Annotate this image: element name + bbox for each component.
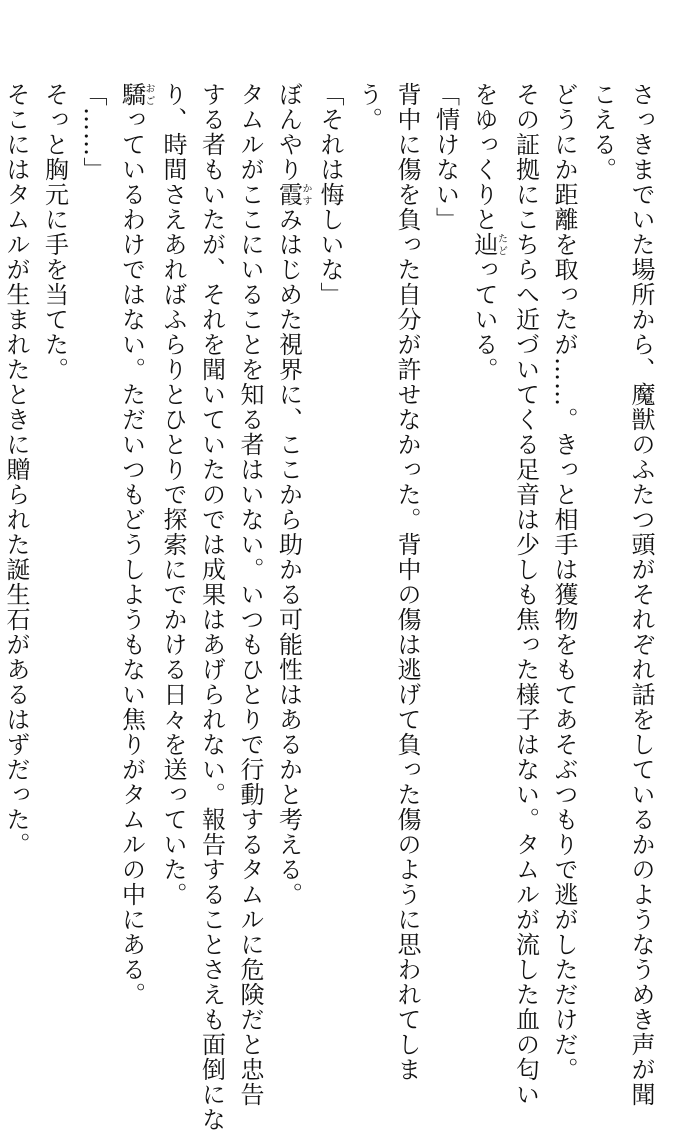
ruby-base: 驕	[117, 82, 146, 107]
text-line	[269, 82, 311, 962]
text-segment: をゆっくりと	[470, 82, 498, 232]
ruby-word	[274, 182, 311, 207]
ruby-reading: おご	[143, 82, 154, 107]
text-line: その証拠にこちらへ近づいてくる足音は少しも焦った様子はない。タムルが流した血の匂い	[511, 82, 540, 1107]
text-line: さっきまでいた場所から、魔獣のふたつ頭がそれぞれ話をしているかのようなうめき声が聞	[627, 82, 655, 1107]
vertical-text-body	[2, 82, 660, 1132]
text-line: う。	[354, 82, 383, 132]
text-line: り、時間さえあればふらりとひとりで探索にでかける日々を送っていた。	[159, 82, 187, 907]
text-line	[112, 82, 154, 1007]
text-line: タムルがここにいることを知る者はいない。いつもひとりで行動するタムルに危険だと忠告	[236, 82, 264, 1107]
ruby-base: 霞	[274, 182, 303, 207]
ruby-word	[117, 82, 154, 107]
ruby-word	[470, 232, 507, 257]
text-line	[465, 82, 507, 962]
text-segment: っている。	[470, 257, 498, 382]
text-line: そっと胸元に手を当てた。	[40, 82, 69, 382]
text-line: 「……」	[79, 82, 107, 182]
text-line: 背中に傷を負った自分が許せなかった。背中の傷は逃げて負った傷のように思われてしま	[393, 82, 421, 1082]
text-line: どうにか距離を取ったが……。きっと相手は獲物をもてあそぶつもりで逃がしただけだ。	[550, 82, 578, 1082]
ruby-base: 辿	[470, 232, 498, 257]
text-line: 「それは悔しいな」	[316, 82, 344, 307]
text-segment: っているわけではない。ただいつもどうしようもない焦りがタムルの中にある。	[117, 107, 146, 1007]
text-line: 「情けない」	[431, 82, 460, 232]
ruby-reading: かす	[300, 182, 311, 207]
text-line: こえる。	[588, 82, 617, 182]
text-line: そこにはタムルが生まれたときに贈られた誕生石があるはずだった。	[2, 82, 30, 857]
ruby-reading: たど	[495, 232, 507, 257]
text-segment: みはじめた視界に、ここから助かる可能性はあるかと考える。	[274, 207, 303, 907]
text-segment: ぼんやり	[274, 82, 303, 182]
text-line: する者もいたが、それを聞いていたのでは成果はあげられない。報告することさえも面倒にな	[197, 82, 226, 1132]
